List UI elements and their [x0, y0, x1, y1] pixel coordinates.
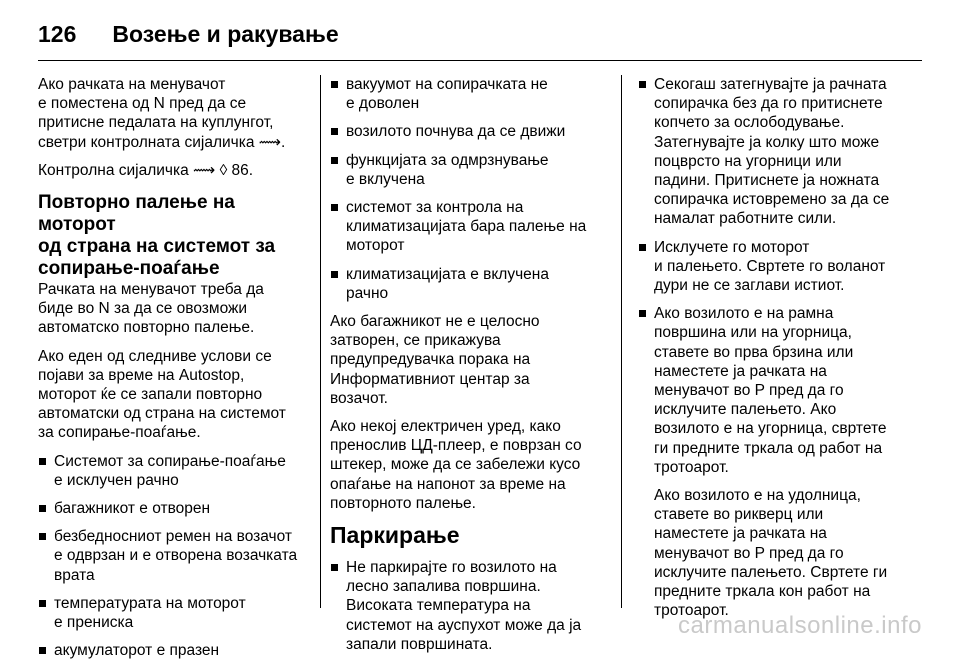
text-line: наместете ја рачката на: [654, 362, 827, 380]
text-line: безбедносниот ремен на возачот: [54, 528, 292, 546]
text-line: Високата температура на: [346, 597, 531, 615]
text-line: намалат работните сили.: [654, 210, 837, 228]
text-line: багажникот е отворен: [54, 500, 211, 518]
text-line: менувачот во P пред да го: [654, 382, 844, 400]
paragraph: [38, 280, 308, 338]
text-line: моторот ќе се запали повторно: [38, 386, 263, 404]
text-line: тротоарот.: [654, 602, 729, 620]
heading-line: сопирање-поаѓање: [38, 258, 220, 280]
text-line: автоматско повторно палење.: [38, 319, 255, 337]
text-line: врата: [54, 566, 95, 584]
bullet-item: [38, 594, 308, 632]
bullet-item: [330, 151, 610, 189]
text-line: рачно: [346, 284, 389, 302]
paragraph: [38, 347, 308, 443]
column-2: [330, 75, 610, 663]
heading-line: Повторно палење на моторот: [38, 192, 235, 236]
text-line: ставете во прва брзина или: [654, 343, 854, 361]
text-line: ги предните тркала од работ на: [654, 439, 883, 457]
section-heading-parking: Паркирање: [330, 522, 460, 549]
watermark: carmanualsonline.info: [678, 612, 922, 639]
text-line: сопирачка без да го притиснете: [654, 95, 883, 113]
bullet-item: [330, 122, 610, 141]
column-divider: [621, 75, 622, 608]
text-line: Контролна сијаличка ⟿ ◊ 86.: [38, 161, 254, 179]
text-line: падини. Притиснете ја ножната: [654, 172, 880, 190]
text-line: Исклучете го моторот: [654, 238, 810, 256]
column-1: [38, 75, 308, 669]
bullet-item: [638, 238, 918, 296]
section-heading: [38, 192, 308, 280]
text-line: пренослив ЦД-плеер, е поврзан со: [330, 437, 582, 455]
bullet-item: [330, 75, 610, 113]
text-line: е одврзан и е отворена возачката: [54, 547, 298, 565]
text-line: Ако еден од следниве услови се: [38, 347, 272, 365]
text-line: Секогаш затегнувајте ја рачната: [654, 76, 887, 93]
heading-line: од страна на системот за: [38, 236, 276, 258]
text-line: поцврсто на угорници или: [654, 152, 842, 170]
text-line: системот за контрола на: [346, 199, 524, 217]
text-line: светри контролната сијаличка ⟿.: [38, 133, 286, 151]
column-3: [638, 75, 918, 629]
bullet-item: [38, 641, 308, 660]
bullet-item: [330, 198, 610, 256]
paragraph: [38, 75, 308, 152]
text-line: појави за време на Autostop,: [38, 366, 245, 384]
text-line: Не паркирајте го возилото на: [346, 559, 557, 577]
bullet-item: [38, 527, 308, 585]
text-line: моторот: [346, 237, 405, 255]
text-line: температурата на моторот: [54, 594, 246, 612]
text-line: акумулаторот е празен: [54, 642, 220, 660]
paragraph: [330, 417, 610, 513]
text-line: е поместена од N пред да се: [38, 95, 247, 113]
text-line: тротоарот.: [654, 458, 729, 476]
page-header: [38, 14, 339, 54]
page-title: Возење и ракување: [112, 20, 339, 47]
text-line: биде во N за да се овозможи: [38, 300, 248, 318]
text-line: исклучите палењето. Ако: [654, 401, 837, 419]
text-line: е прениска: [54, 614, 134, 632]
text-line: притисне педалата на куплунгот,: [38, 114, 274, 132]
text-line: Системот за сопирање-поаѓање: [54, 452, 286, 470]
text-line: Ако багажникот не е целосно: [330, 313, 540, 331]
text-line: Ако некој електричен уред, како: [330, 418, 561, 436]
text-line: Затегнувајте ја колку што може: [654, 133, 880, 151]
text-line: менувачот во P пред да го: [654, 544, 844, 562]
text-line: лесно запалива површина.: [346, 578, 541, 596]
text-line: функцијата за одмрзнување: [346, 151, 549, 169]
text-line: опаѓање на напонот за време на: [330, 475, 566, 493]
text-line: копчето за ослободување.: [654, 114, 845, 132]
bullet-item: [330, 265, 610, 303]
text-line: за сопирање-поаѓање.: [38, 424, 201, 442]
text-line: климатизацијата е вклучена: [346, 265, 549, 283]
text-line: Информативниот центар за: [330, 370, 530, 388]
text-line: е вклучена: [346, 170, 425, 188]
text-line: повторното палење.: [330, 494, 476, 512]
text-line: возилото е на угорница, свртете: [654, 420, 887, 438]
text-line: Ако возилото е на рамна: [654, 305, 834, 323]
paragraph: [638, 486, 918, 620]
text-line: ставете во рикверц или: [654, 506, 824, 524]
text-line: автоматски од страна на системот: [38, 405, 286, 423]
text-line: е исклучен рачно: [54, 471, 179, 489]
text-line: Рачката на менувачот треба да: [38, 281, 264, 299]
column-divider: [320, 75, 321, 608]
text-line: е доволен: [346, 95, 420, 113]
text-line: запали површината.: [346, 635, 493, 653]
paragraph: [38, 161, 308, 180]
text-line: возачот.: [330, 389, 388, 407]
text-line: предните тркала кон работ на: [654, 583, 871, 601]
text-line: дури не се заглави истиот.: [654, 277, 845, 295]
text-line: Ако возилото е на удолница,: [654, 487, 861, 505]
paragraph: [330, 312, 610, 408]
text-line: предупредувачка порака на: [330, 351, 531, 369]
text-line: површина или на угорница,: [654, 324, 852, 342]
text-line: затворен, се прикажува: [330, 332, 501, 350]
page-number: 126: [38, 20, 77, 47]
bullet-item: [38, 452, 308, 490]
text-line: климатизацијата бара палење на: [346, 218, 587, 236]
bullet-item: [638, 75, 918, 229]
text-line: исклучите палењето. Свртете ги: [654, 563, 888, 581]
text-line: вакуумот на сопирачката не: [346, 76, 548, 93]
text-line: наместете ја рачката на: [654, 525, 827, 543]
bullet-item: [38, 499, 308, 518]
header-divider: [38, 60, 922, 61]
text-line: Ако рачката на менувачот: [38, 76, 226, 93]
text-line: возилото почнува да се движи: [346, 123, 566, 141]
bullet-item: [330, 558, 610, 654]
text-line: штекер, може да се забележи кусо: [330, 456, 581, 474]
text-line: и палењето. Свртете го воланот: [654, 257, 886, 275]
text-line: системот на ауспухот може да ја: [346, 616, 582, 634]
text-line: сопирачка истовремено за да се: [654, 191, 890, 209]
bullet-item: [638, 304, 918, 477]
